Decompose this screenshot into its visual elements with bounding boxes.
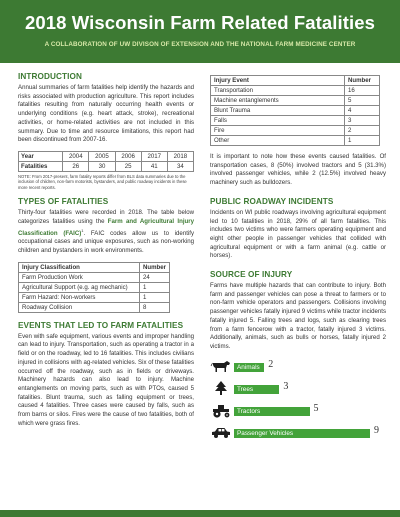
column-header: Number — [139, 262, 169, 272]
roadway-heading: PUBLIC ROADWAY INCIDENTS — [210, 196, 334, 206]
event-cell: Machine entanglements — [211, 96, 345, 106]
source-heading: SOURCE OF INJURY — [210, 270, 293, 280]
year-cell: 2006 — [115, 151, 141, 161]
classification-cell: Agricultural Support (e.g. ag mechanic) — [19, 282, 140, 292]
chart-bar-label: Animals — [237, 363, 260, 371]
year-row — [19, 151, 194, 161]
number-cell: 8 — [139, 302, 169, 312]
table-row — [211, 86, 380, 96]
page-subtitle: A COLLABORATION OF UW DIVISON OF EXTENSION AND THE NATIONAL FARM MEDICINE CENTER — [44, 41, 356, 48]
chart-bar-label: Passenger Vehicles — [237, 429, 294, 437]
number-cell: 4 — [345, 106, 380, 116]
table-row — [211, 126, 380, 136]
year-cell: 2018 — [167, 151, 193, 161]
table-row — [19, 272, 170, 282]
year-cell: 2017 — [141, 151, 167, 161]
number-cell: 1 — [345, 136, 380, 146]
chart-bar-value: 2 — [268, 358, 274, 370]
year-table-note: NOTE: From 2017-present, farm fatality reports differ from BLS data summaries due to the inclusion of children, non-farm motorists, bystanders, and public roadway incidents in these more recent reports. — [18, 173, 187, 190]
chart-bar — [234, 407, 310, 416]
number-cell: 5 — [345, 96, 380, 106]
event-cell: Other — [211, 136, 345, 146]
types-text-post: . FAIC codes allow us to identify occupational cases and unique exposures, such as non-working children and bystanders in work environments. — [18, 229, 194, 254]
chart-bar-label: Trees — [237, 385, 254, 393]
table-row — [19, 292, 170, 302]
chart-bar — [234, 429, 370, 438]
page-title: 2018 Wisconsin Farm Related Fatalities — [24, 12, 376, 33]
chart-bar-value: 5 — [313, 402, 319, 414]
chart-bar-row — [210, 424, 386, 440]
chart-bar — [234, 363, 264, 372]
number-cell: 2 — [345, 126, 380, 136]
column-header: Injury Event — [211, 76, 345, 86]
year-cell: 2005 — [89, 151, 115, 161]
column-header: Injury Classification — [19, 262, 140, 272]
page-header — [0, 0, 400, 63]
chart-bar-row — [210, 402, 386, 418]
fatalities-row — [19, 161, 194, 171]
source-of-injury-chart — [210, 358, 386, 454]
number-cell: 1 — [139, 292, 169, 302]
year-label: Year — [19, 151, 63, 161]
chart-bar-value: 9 — [374, 424, 379, 436]
tractor-icon — [210, 402, 232, 418]
table-header-row — [19, 262, 170, 272]
intro-text: Annual summaries of farm fatalities help identify the hazards and risks associated with production agriculture. This report includes fatalities resulting from naturally occurring health events or underlying conditions (e.g. heart attack, stroke), recreational activities, or home-related activities are not included in this summary. Due to time and resource limitations, this report had been discontinued from 2007-16. — [18, 84, 194, 144]
event-cell: Transportation — [211, 86, 345, 96]
event-table — [210, 75, 380, 146]
chart-bar-row — [210, 380, 386, 396]
types-text-pre: Thirty-four fatalities were recorded in 2018. The table below categorizes fatalities using the — [18, 209, 194, 225]
year-cell: 2004 — [63, 151, 89, 161]
table-row — [19, 282, 170, 292]
number-cell: 1 — [139, 282, 169, 292]
table-header-row — [211, 76, 380, 86]
number-cell: 16 — [345, 86, 380, 96]
classification-cell: Farm Production Work — [19, 272, 140, 282]
table-row — [211, 136, 380, 146]
chart-bar-label: Tractors — [237, 407, 261, 415]
number-cell: 24 — [139, 272, 169, 282]
fatalities-cell: 41 — [141, 161, 167, 171]
fatalities-cell: 34 — [167, 161, 193, 171]
tree-icon — [210, 380, 232, 396]
faic-footnote: 1 — [81, 227, 84, 233]
chart-bar-value: 3 — [283, 380, 289, 392]
event-cell: Blunt Trauma — [211, 106, 345, 116]
source-text: Farms have multiple hazards that can contribute to injury. Both farm and passenger vehicles can pose a threat to farmers or to non-farm vehicle operators and passengers. Collisions involving passenger vehicles fatally injured 9 victims while tractor incidents fatally injured 5. Falling trees and logs, such as clearing trees from a farm fencerow with a tractor, fatally injured 3 victims. Additionally, animals, such as bulls or horses, fatally injured 2 victims. — [210, 282, 386, 350]
fatalities-cell: 30 — [89, 161, 115, 171]
roadway-text: Incidents on WI public roadways involving agricultural equipment led to 10 fatalities in 2018, 29% of all farm fatalities. This includes two victims who were farmers operating equipment and eight other people in passenger vehicles that collided with agricultural equipment or with a farm animal (e.g. cattle or horses). — [210, 208, 386, 260]
intro-heading: INTRODUCTION — [18, 72, 82, 81]
fatalities-cell: 25 — [115, 161, 141, 171]
column-header: Number — [345, 76, 380, 86]
faic-link[interactable]: Farm and Agricultural Injury Classification (FAIC) — [18, 217, 194, 237]
number-cell: 3 — [345, 116, 380, 126]
table-row — [211, 116, 380, 126]
car-icon — [210, 424, 232, 440]
chart-bar-row — [210, 358, 386, 374]
right-column — [210, 75, 386, 454]
table-row — [211, 96, 380, 106]
left-column — [18, 72, 194, 428]
classification-table — [18, 262, 170, 313]
table-row — [211, 106, 380, 116]
event-cell: Fire — [211, 126, 345, 136]
classification-cell: Roadway Collision — [19, 302, 140, 312]
events-note-text: It is important to note how these events caused fatalities. Of transportation cases, 8 (50%) involved tractors and 5 (31.3%) involved passenger vehicles, while 2 (12.5%) involved heavy machinery such as bulldozers. — [210, 153, 386, 187]
chart-bar — [234, 385, 279, 394]
event-cell: Falls — [211, 116, 345, 126]
fatalities-cell: 26 — [63, 161, 89, 171]
classification-cell: Farm Hazard: Non-workers — [19, 292, 140, 302]
types-heading: TYPES OF FATALITIES — [18, 197, 109, 207]
footer-bar — [0, 510, 400, 517]
events-text: Even with safe equipment, various events and improper handling can lead to injury. Transportation, such as operating a tractor in a field or on the roadway, led to 16 fatalities. This includes civilians injured in collisions with ag-related vehicles. Six of these fatalities occurred off the roadway, such as in fields or driveways. Machinery hazards can also lead to injury. Machine entanglements on moving parts, such as with PTOs, caused 5 fatalities. Blunt trauma, such as falling equipment or trees, caused 4 fatalities. Three cases were caused by falls, such as from barns or silos. Fires were the cause of two fatalities, both of which were grass fires. — [18, 332, 194, 427]
fatalities-label: Fatalities — [19, 161, 63, 171]
cow-icon — [210, 358, 232, 374]
events-heading: EVENTS THAT LED TO FARM FATALITIES — [18, 320, 184, 330]
table-row — [19, 302, 170, 312]
types-text — [18, 209, 194, 256]
year-table — [18, 151, 194, 172]
